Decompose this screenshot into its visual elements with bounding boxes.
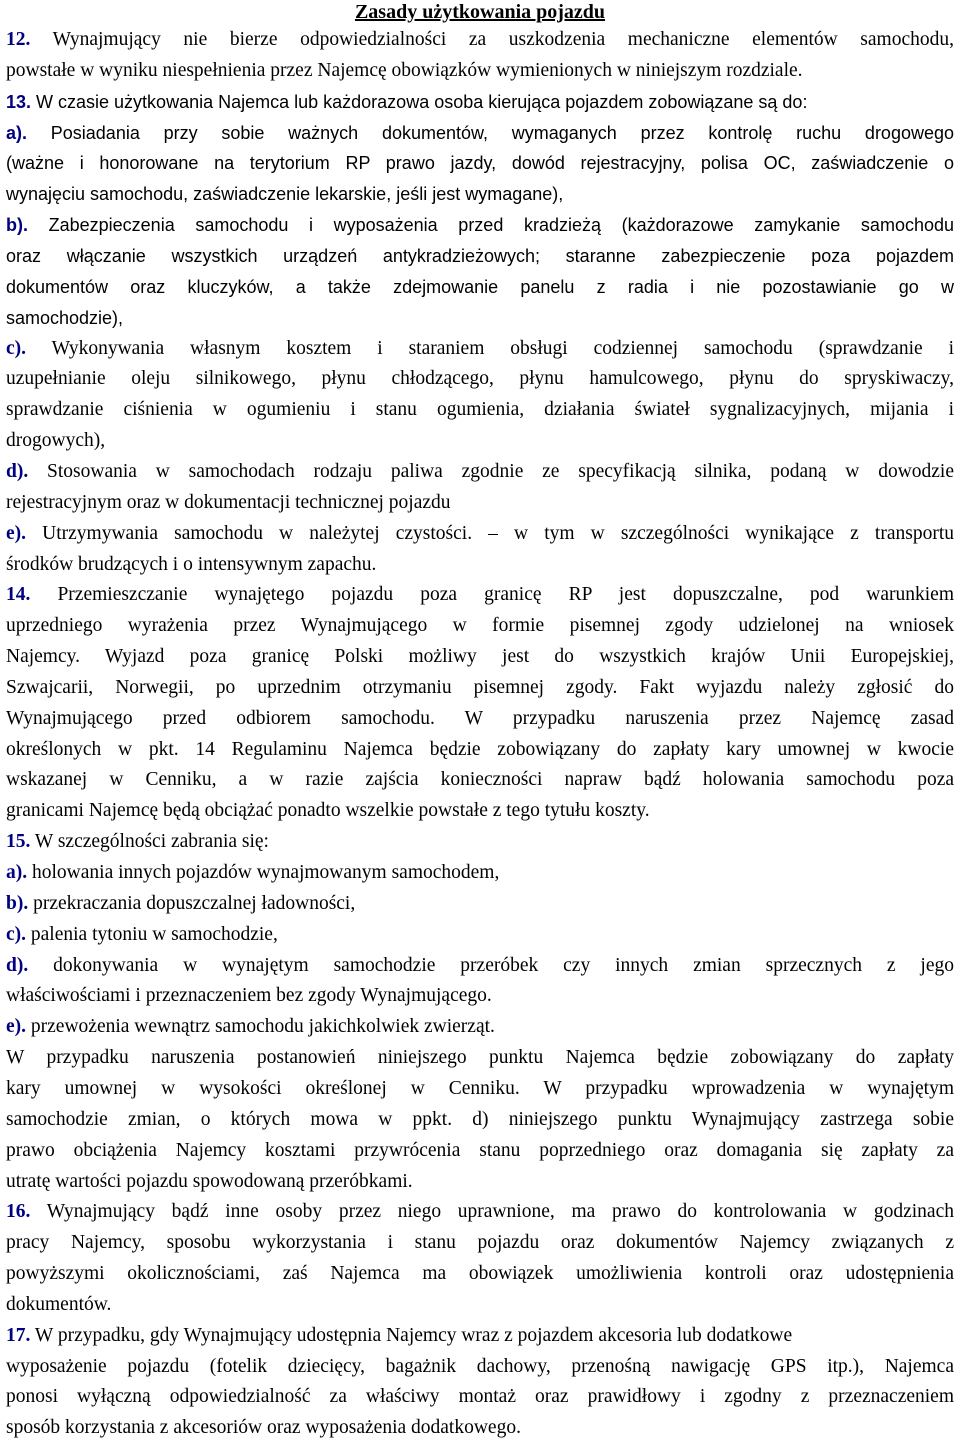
line-text: Najemcy. Wyjazd poza granicę Polski możliwy jest do wszystkich krajów Unii Europejskiej, — [6, 646, 954, 667]
item-number: e). — [6, 522, 27, 544]
text-line — [6, 395, 954, 425]
text-line — [6, 519, 954, 549]
text-line — [6, 1012, 954, 1042]
line-text: sprawdzanie ciśnienia w ogumieniu i stanu ogumienia, działania świateł sygnalizacyjnych, mijania i — [6, 399, 954, 421]
text-line — [6, 25, 954, 55]
text-line — [6, 1074, 954, 1104]
line-text: drogowych), — [6, 430, 106, 452]
line-text: dokonywania w wynajętym samochodzie przeróbek czy innych zmian sprzecznych z jego — [28, 954, 954, 976]
item-number: c). — [6, 337, 27, 359]
text-line — [6, 457, 954, 487]
text-line — [6, 426, 954, 456]
line-text: W przypadku naruszenia postanowień niniejszego punktu Najemca będzie zobowiązany do zapłaty — [6, 1047, 954, 1069]
text-line — [6, 1321, 954, 1351]
line-text: Wynajmujący nie bierze odpowiedzialności za uszkodzenia mechaniczne elementów samochodu, — [30, 29, 954, 50]
item-number: a). — [6, 122, 28, 143]
line-text: utratę wartości pojazdu spowodowaną przeróbkami. — [6, 1170, 413, 1192]
item-number: b). — [6, 215, 28, 236]
text-line — [6, 1413, 954, 1443]
line-text: wskazanej w Cenniku, a w razie zajścia konieczności napraw bądź holowania samochodu poza — [6, 769, 954, 791]
item-number: d). — [6, 460, 29, 482]
line-text: określonych w pkt. 14 Regulaminu Najemca będzie zobowiązany do zapłaty kary umownej w kwocie — [6, 738, 954, 760]
line-text: Zabezpieczenia samochodu i wyposażenia przed kradzieżą (każdorazowe zamykanie samochodu — [28, 215, 954, 236]
text-line — [6, 580, 954, 610]
item-number: 15. — [6, 831, 31, 853]
line-text: oraz włączanie wszystkich urządzeń antykradzieżowych; staranne zabezpieczenie poza pojazdem — [6, 246, 954, 266]
text-line — [6, 488, 954, 518]
line-text: Stosowania w samochodach rodzaju paliwa zgodnie ze specyfikacją silnika, podaną w dowodzie — [28, 460, 954, 482]
text-line — [6, 1259, 954, 1289]
line-text: prawo obciążenia Najemcy kosztami przywrócenia stanu poprzedniego oraz domagania się zapłaty za — [6, 1139, 954, 1161]
text-line — [6, 704, 954, 734]
item-number: 13. — [6, 91, 32, 112]
line-text: wyposażenie pojazdu (fotelik dziecięcy, bagażnik dachowy, przenośną nawigację GPS itp.), Najemca — [6, 1355, 954, 1377]
line-text: środków brudzących i o intensywnym zapachu. — [6, 553, 377, 575]
line-text: właściwościami i przeznaczeniem bez zgody Wynajmującego. — [6, 985, 492, 1007]
item-number: a). — [6, 862, 28, 883]
text-line — [6, 1352, 954, 1382]
text-line — [6, 1136, 954, 1166]
text-line — [6, 118, 954, 148]
item-number: b). — [6, 892, 29, 914]
line-text: W szczególności zabrania się: — [30, 831, 269, 853]
text-line — [6, 642, 954, 672]
text-line — [6, 1382, 954, 1412]
line-text: uzupełnianie oleju silnikowego, płynu chłodzącego, płynu hamulcowego, płynu do spryskiwaczy, — [6, 368, 954, 390]
item-number: c). — [6, 923, 27, 945]
text-line — [6, 920, 954, 950]
text-line — [6, 148, 954, 178]
line-text: holowania innych pojazdów wynajmowanym samochodem, — [27, 862, 500, 883]
text-line — [6, 796, 954, 826]
line-text: Posiadania przy sobie ważnych dokumentów, wymaganych przez kontrolę ruchu drogowego — [27, 122, 954, 143]
line-text: Szwajcarii, Norwegii, po uprzednim otrzymaniu pisemnej zgody. Fakt wyjazdu należy zgłosić do — [6, 676, 954, 698]
line-text: Wynajmujący bądź inne osoby przez niego uprawnione, ma prawo do kontrolowania w godzinach — [30, 1201, 954, 1223]
line-text: W czasie użytkowania Najemca lub każdorazowa osoba kierująca pojazdem zobowiązane są do: — [31, 91, 808, 112]
item-number: 12. — [6, 29, 31, 50]
line-text: samochodzie zmian, o których mowa w ppkt. d) niniejszego punktu Wynajmujący zastrzega sobie — [6, 1108, 954, 1130]
text-line — [6, 1167, 954, 1197]
text-line — [6, 765, 954, 795]
line-text: pracy Najemcy, sposobu wykorzystania i stanu pojazdu oraz dokumentów Najemcy związanych z — [6, 1232, 954, 1254]
line-text: Wynajmującego przed odbiorem samochodu. W przypadku naruszenia przez Najemcę zasad — [6, 707, 954, 729]
text-line — [6, 334, 954, 364]
text-line — [6, 951, 954, 981]
line-text: powyższymi okolicznościami, zaś Najemca ma obowiązek umożliwienia kontroli oraz udostępnienia — [6, 1263, 954, 1284]
line-text: W przypadku, gdy Wynajmujący udostępnia Najemcy wraz z pojazdem akcesoria lub dodatkowe — [30, 1324, 793, 1346]
text-line — [6, 210, 954, 240]
line-text: granicami Najemcę będą obciążać ponadto wszelkie powstałe z tego tytułu koszty. — [6, 800, 650, 822]
text-line — [6, 611, 954, 641]
line-text: rejestracyjnym oraz w dokumentacji technicznej pojazdu — [6, 491, 451, 513]
line-text: palenia tytoniu w samochodzie, — [26, 923, 278, 945]
line-text: uprzedniego wyrażenia przez Wynajmującego w formie pisemnej zgody udzielonej na wniosek — [6, 615, 954, 637]
line-text: sposób korzystania z akcesoriów oraz wyposażenia dodatkowego. — [6, 1417, 521, 1439]
text-line — [6, 673, 954, 703]
text-line — [6, 1197, 954, 1227]
line-text: samochodzie), — [6, 307, 124, 328]
item-number: 17. — [6, 1324, 31, 1346]
text-line — [6, 1290, 954, 1320]
text-line — [6, 827, 954, 857]
text-line — [6, 303, 954, 333]
line-text: wynajęciu samochodu, zaświadczenie lekarskie, jeśli jest wymagane), — [6, 184, 564, 205]
text-line — [6, 272, 954, 302]
text-line — [6, 364, 954, 394]
text-line — [6, 87, 954, 117]
line-text: przewożenia wewnątrz samochodu jakichkolwiek zwierząt. — [26, 1016, 495, 1038]
line-text: dokumentów oraz kluczyków, a także zdejmowanie panelu z radia i nie pozostawianie go w — [6, 276, 954, 297]
line-text: Wykonywania własnym kosztem i staraniem obsługi codziennej samochodu (sprawdzanie i — [26, 337, 954, 359]
text-line — [6, 889, 954, 919]
text-line — [6, 735, 954, 765]
text-line — [6, 550, 954, 580]
item-number: d). — [6, 954, 29, 976]
line-text: Utrzymywania samochodu w należytej czystości. – w tym w szczególności wynikające z transportu — [26, 522, 954, 544]
item-number: 16. — [6, 1201, 31, 1223]
item-number: e). — [6, 1016, 27, 1038]
line-text: przekraczania dopuszczalnej ładowności, — [28, 892, 356, 914]
line-text: (ważne i honorowane na terytorium RP prawo jazdy, dowód rejestracyjny, polisa OC, zaświadczenie o — [6, 153, 954, 174]
text-line — [6, 1043, 954, 1073]
line-text: powstałe w wyniku niespełnienia przez Najemcę obowiązków wymienionych w niniejszym rozdziale. — [6, 59, 803, 81]
text-line — [6, 1105, 954, 1135]
text-line — [6, 1228, 954, 1258]
page-title: Zasady użytkowania pojazdu — [354, 1, 606, 23]
text-line — [6, 241, 954, 271]
line-text: kary umownej w wysokości określonej w Cenniku. W przypadku wprowadzenia w wynajętym — [6, 1077, 954, 1099]
item-number: 14. — [6, 584, 31, 606]
line-text: Przemieszczanie wynajętego pojazdu poza granicę RP jest dopuszczalne, pod warunkiem — [30, 584, 954, 606]
line-text: ponosi wyłączną odpowiedzialność za właściwy montaż oraz prawidłowy i zgodny z przeznaczeniem — [6, 1386, 954, 1408]
text-line — [6, 858, 954, 888]
text-line — [6, 56, 954, 86]
text-line — [6, 179, 954, 209]
line-text: dokumentów. — [6, 1293, 112, 1315]
text-line — [6, 981, 954, 1011]
